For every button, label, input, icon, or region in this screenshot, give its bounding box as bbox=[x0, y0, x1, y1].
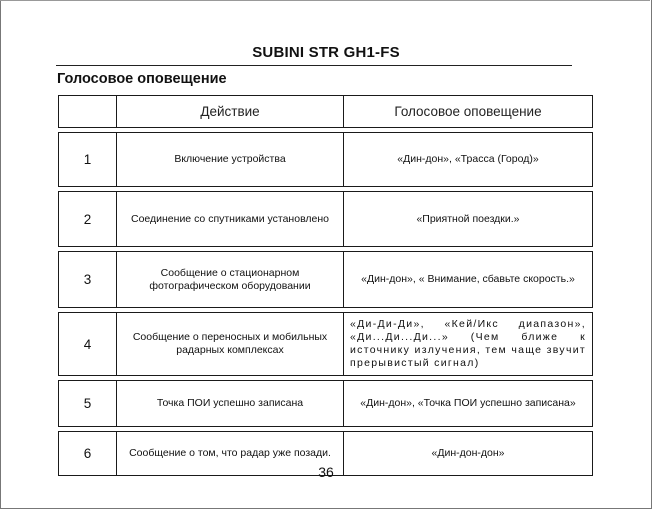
row-number: 5 bbox=[59, 381, 117, 427]
table-row bbox=[59, 192, 593, 247]
table-row bbox=[59, 252, 593, 308]
row-action: Сообщение о том, что радар уже позади. bbox=[117, 432, 344, 476]
row-number: 1 bbox=[59, 133, 117, 187]
header-rule bbox=[56, 65, 572, 66]
row-action: Сообщение о переносных и мобильных радарных комплексах bbox=[117, 313, 344, 376]
row-action: Соединение со спутниками установлено bbox=[117, 192, 344, 247]
voice-alerts-table bbox=[58, 95, 593, 476]
row-number: 3 bbox=[59, 252, 117, 308]
row-voice: «Ди-Ди-Ди», «Кей/Икс диапазон», «Ди...Ди...Ди...» (Чем ближе к источнику излучения, тем чаще звучит прерывистый сигнал) bbox=[344, 313, 593, 376]
row-number: 2 bbox=[59, 192, 117, 247]
page-header: SUBINI STR GH1-FS bbox=[252, 44, 400, 61]
frame-top-border bbox=[0, 0, 650, 1]
column-header-voice: Голосовое оповещение bbox=[344, 96, 593, 128]
row-number: 4 bbox=[59, 313, 117, 376]
page-number: 36 bbox=[318, 464, 334, 480]
row-voice: «Дин-дон», « Внимание, сбавьте скорость.» bbox=[344, 252, 593, 308]
column-header-number bbox=[59, 96, 117, 128]
row-action: Сообщение о стационарном фотографическом оборудовании bbox=[117, 252, 344, 308]
column-header-action: Действие bbox=[117, 96, 344, 128]
row-action: Включение устройства bbox=[117, 133, 344, 187]
section-title: Голосовое оповещение bbox=[57, 71, 227, 87]
row-voice: «Дин-дон», «Точка ПОИ успешно записана» bbox=[344, 381, 593, 427]
row-number: 6 bbox=[59, 432, 117, 476]
table-row bbox=[59, 133, 593, 187]
table-row bbox=[59, 313, 593, 376]
row-action: Точка ПОИ успешно записана bbox=[117, 381, 344, 427]
row-voice: «Приятной поездки.» bbox=[344, 192, 593, 247]
row-voice: «Дин-дон-дон» bbox=[344, 432, 593, 476]
table-row bbox=[59, 381, 593, 427]
row-voice: «Дин-дон», «Трасса (Город)» bbox=[344, 133, 593, 187]
table-header-row bbox=[59, 96, 593, 128]
